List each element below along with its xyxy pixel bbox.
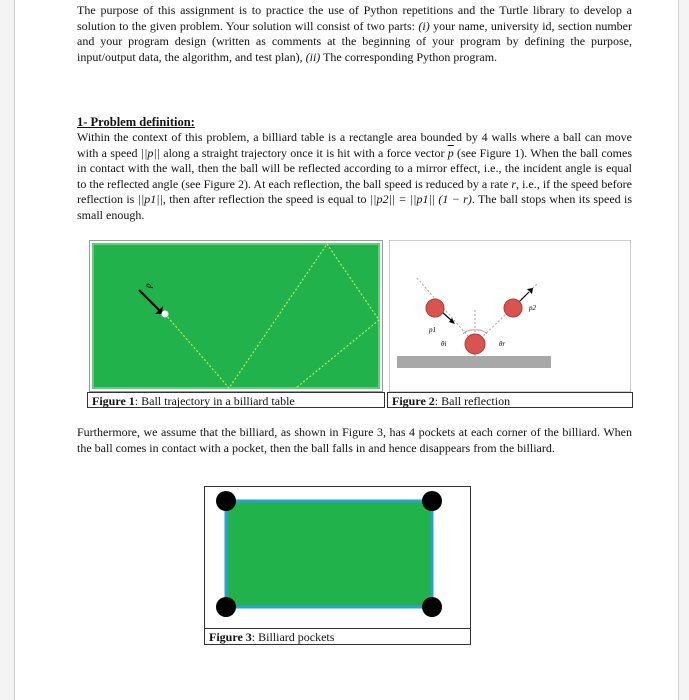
- def-text-4: , i.e., if the speed before reflection is: [77, 176, 632, 206]
- viewer-right-border: [678, 0, 689, 700]
- figure3-caption: [204, 628, 471, 645]
- pockets-paragraph: Furthermore, we assume that the billiard, as shown in Figure 3, has 4 pockets at each corner of the billiard. When the ball comes in contact with a pocket, then the ball falls in and hence disappears from the billiard.: [77, 425, 632, 455]
- theta-i-label: θi: [441, 340, 447, 348]
- figure1-billiard-trajectory: [89, 240, 383, 392]
- figure3-billiard-pockets: [205, 487, 470, 627]
- ball-at-wall: [465, 334, 485, 354]
- definition-paragraph: [77, 130, 632, 223]
- figure2-label: Figure 2: [392, 394, 435, 408]
- wall-surface: [397, 356, 551, 368]
- intro-marker-ii: (ii): [305, 49, 321, 64]
- p2-label: p2: [529, 304, 536, 312]
- def-text-5: , then after reflection the speed is equal to: [162, 192, 370, 206]
- intro-text-2: your name, university id, section number and your program design (written as comments at the beginning of your program by defining the purpose, input/output data, the algorithm, and test plan),: [77, 18, 632, 64]
- ball-before: [426, 299, 444, 317]
- figure2-caption-text: : Ball reflection: [434, 394, 511, 408]
- speed-norm: ||p||: [140, 145, 160, 160]
- p1-label: p1: [429, 326, 436, 334]
- section-heading: 1- Problem definition:: [77, 115, 195, 129]
- pocket-top-left: [216, 491, 236, 511]
- pocket-top-right: [422, 491, 442, 511]
- figure1-caption: [87, 392, 385, 408]
- viewer-left-border: [0, 0, 15, 700]
- figure3-label: Figure 3: [209, 630, 252, 644]
- speed-formula: ||p2|| = ||p1|| (1 − r): [369, 192, 472, 206]
- intro-marker-i: (i): [418, 18, 430, 33]
- def-text-6: . The ball stops when its speed is small enough.: [77, 192, 633, 222]
- intro-text-1: The purpose of this assignment is to practice the use of Python repetitions and the Turtle library to develop a solution to the given problem. Your solution will consist of two parts:: [77, 3, 632, 33]
- billiard-table: [226, 501, 432, 607]
- intro-paragraph: [77, 3, 632, 65]
- speed-before: ||p1||: [137, 192, 163, 206]
- intro-text-3: The corresponding Python program.: [320, 49, 498, 64]
- ball-after: [504, 299, 522, 317]
- figure3-frame: [204, 486, 471, 644]
- pocket-bottom-left: [216, 597, 236, 617]
- table-surface: [93, 244, 379, 388]
- figure2-caption: [387, 392, 633, 408]
- def-text-2: along a straight trajectory once it is hit with a force vector: [160, 145, 448, 160]
- rate-symbol: r: [511, 176, 517, 191]
- theta-r-label: θr: [499, 340, 506, 348]
- cue-ball: [162, 311, 169, 318]
- figure1-label: Figure 1: [92, 394, 135, 408]
- def-text-3: (see Figure 1). When the ball comes in contact with the wall, then the ball will be reflected according to a mirror effect, i.e., the incident angle is equal to the reflected angle (see Figure 2). At each reflection, the ball speed is reduced by a rate: [77, 145, 633, 191]
- def-text-1: Within the context of this problem, a billiard table is a rectangle area bounded by 4 walls where a ball can move with a speed: [77, 130, 632, 160]
- figure1-caption-text: : Ball trajectory in a billiard table: [134, 394, 295, 408]
- pocket-bottom-right: [422, 597, 442, 617]
- force-vector: $\overline{p}$: [447, 145, 454, 160]
- figure2-ball-reflection: [389, 240, 631, 392]
- force-vector-label: p: [143, 283, 153, 288]
- figure3-caption-text: : Billiard pockets: [251, 630, 335, 644]
